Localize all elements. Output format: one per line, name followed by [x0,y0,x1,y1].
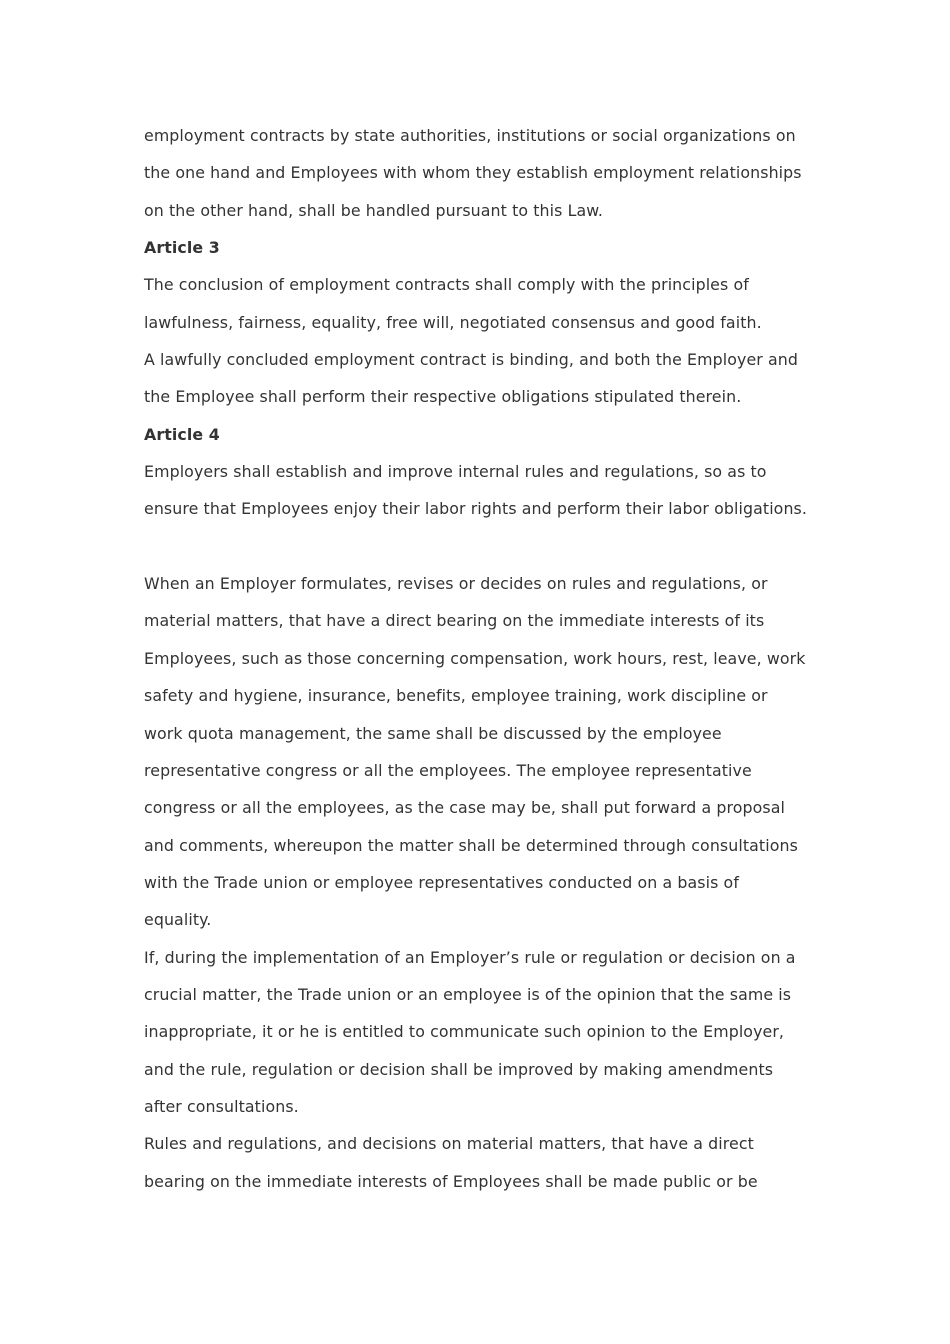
text-line: lawfulness, fairness, equality, free will, negotiated consensus and good faith. [144,312,762,332]
text-line: If, during the implementation of an Employer’s rule or regulation or decision on a [144,947,796,967]
text-line: Rules and regulations, and decisions on material matters, that have a direct [144,1134,754,1154]
text-line: employment contracts by state authorities, institutions or social organizations on [144,126,796,145]
text-line: representative congress or all the employees. The employee representative [144,760,752,780]
article-3-paragraph-2 [144,341,824,416]
text-line: the one hand and Employees with whom they establish employment relationships [144,163,802,183]
text-line: The conclusion of employment contracts shall comply with the principles of [144,275,749,295]
text-line: crucial matter, the Trade union or an employee is of the opinion that the same is [144,984,792,1004]
text-line: material matters, that have a direct bearing on the immediate interests of its [144,611,765,631]
text-line: ensure that Employees enjoy their labor rights and perform their labor obligations. [144,499,808,519]
article-4-paragraph-1 [144,453,824,528]
text-line: the Employee shall perform their respective obligations stipulated therein. [144,387,742,407]
text-line: inappropriate, it or he is entitled to communicate such opinion to the Employer, [144,1022,785,1042]
text-line: with the Trade union or employee representatives conducted on a basis of [144,872,739,892]
text-line: equality. [144,910,212,930]
text-line: bearing on the immediate interests of Employees shall be made public or be [144,1171,758,1191]
article-4-heading: Article 4 [144,424,220,444]
text-line: after consultations. [144,1096,299,1116]
article-4-paragraph-3 [144,939,824,1126]
text-line: A lawfully concluded employment contract is binding, and both the Employer and [144,350,799,370]
article-3-paragraph-1 [144,266,824,341]
article-3-heading: Article 3 [144,238,220,258]
text-line: work quota management, the same shall be discussed by the employee [144,723,722,743]
text-line: on the other hand, shall be handled pursuant to this Law. [144,200,603,220]
intro-paragraph [144,117,824,229]
document-page [144,117,824,1200]
article-4-paragraph-4 [144,1125,824,1200]
text-line: When an Employer formulates, revises or decides on rules and regulations, or [144,574,768,594]
text-line: and the rule, regulation or decision shall be improved by making amendments [144,1059,774,1079]
text-line: and comments, whereupon the matter shall be determined through consultations [144,835,798,855]
article-4-paragraph-2 [144,565,824,938]
text-line: safety and hygiene, insurance, benefits, employee training, work discipline or [144,686,768,706]
text-line: Employers shall establish and improve internal rules and regulations, so as to [144,462,767,482]
paragraph-spacer [144,528,824,565]
text-line: congress or all the employees, as the case may be, shall put forward a proposal [144,798,786,818]
text-line: Employees, such as those concerning compensation, work hours, rest, leave, work [144,648,806,668]
